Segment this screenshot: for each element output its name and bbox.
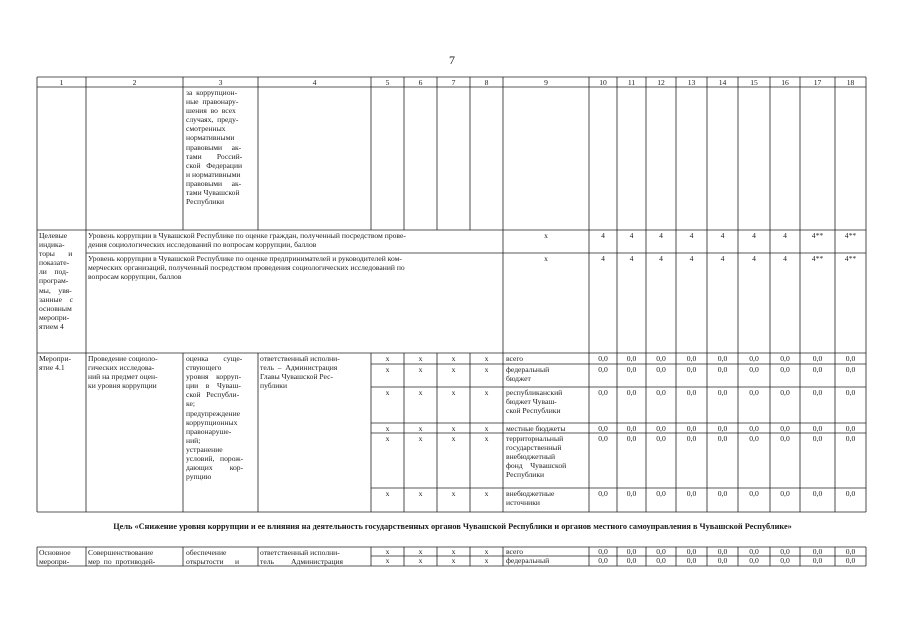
main-measure-executor: ответственный исполни- тель Администрация — [260, 548, 343, 567]
indicator-value: 4 — [783, 254, 787, 263]
indicator-value: 4** — [844, 254, 857, 263]
funding-value: 0,0 — [717, 365, 728, 374]
funding-value: 0,0 — [656, 354, 666, 363]
funding-value: 0,0 — [686, 365, 697, 374]
funding-value: 0,0 — [656, 556, 666, 565]
funding-value: 0,0 — [598, 388, 608, 397]
indicator-value: 4 — [689, 231, 694, 240]
funding-value: 0,0 — [749, 434, 759, 443]
indicator-col9: x — [544, 231, 548, 240]
measure-number: Меропри- ятие 4.1 — [39, 354, 72, 373]
indicator-value: 4** — [811, 231, 824, 240]
funding-value: 0,0 — [626, 424, 637, 433]
funding-source: всего — [506, 354, 524, 363]
budget-code: x — [418, 489, 423, 498]
funding-value: 0,0 — [812, 489, 823, 498]
funding-value: 0,0 — [686, 489, 697, 498]
header-cell: 4 — [312, 78, 317, 87]
funding-value: 0,0 — [780, 424, 790, 433]
budget-code: x — [418, 556, 423, 565]
funding-value: 0,0 — [845, 489, 856, 498]
header-cell: 11 — [627, 78, 636, 87]
header-cell: 3 — [218, 78, 223, 87]
funding-value: 0,0 — [686, 434, 697, 443]
funding-value: 0,0 — [598, 354, 608, 363]
budget-code: x — [484, 388, 489, 397]
funding-value: 0,0 — [656, 547, 666, 556]
funding-value: 0,0 — [845, 434, 856, 443]
budget-code: x — [418, 354, 423, 363]
funding-value: 0,0 — [780, 434, 790, 443]
funding-value: 0,0 — [749, 424, 759, 433]
budget-code: x — [451, 489, 456, 498]
main-measure-name: Совершенствование мер по противодей- — [88, 548, 156, 567]
budget-code: x — [484, 547, 489, 556]
header-cell: 17 — [813, 78, 822, 87]
funding-value: 0,0 — [626, 365, 637, 374]
funding-value: 0,0 — [686, 547, 697, 556]
header-cell: 16 — [781, 78, 789, 87]
header-cell: 8 — [484, 78, 489, 87]
header-cell: 2 — [132, 78, 137, 87]
funding-value: 0,0 — [845, 388, 856, 397]
indicator-value: 4 — [752, 231, 756, 240]
budget-code: x — [484, 354, 489, 363]
funding-value: 0,0 — [626, 434, 637, 443]
funding-value: 0,0 — [626, 388, 637, 397]
budget-code: x — [484, 556, 489, 565]
funding-value: 0,0 — [686, 424, 697, 433]
budget-code: x — [451, 365, 456, 374]
funding-value: 0,0 — [780, 354, 790, 363]
funding-source: всего — [506, 547, 524, 556]
funding-value: 0,0 — [812, 365, 823, 374]
funding-value: 0,0 — [598, 424, 608, 433]
budget-code: x — [484, 424, 489, 433]
header-cell: 10 — [599, 78, 607, 87]
budget-code: x — [385, 434, 390, 443]
budget-code: x — [385, 354, 390, 363]
budget-code: x — [385, 388, 390, 397]
budget-code: x — [451, 547, 456, 556]
funding-value: 0,0 — [749, 556, 759, 565]
funding-source: местные бюджеты — [506, 424, 566, 433]
header-cell: 12 — [657, 78, 665, 87]
budget-code: x — [451, 354, 456, 363]
budget-code: x — [484, 365, 489, 374]
funding-value: 0,0 — [845, 354, 856, 363]
indicator-value: 4 — [629, 254, 634, 263]
header-cell: 13 — [687, 78, 696, 87]
funding-value: 0,0 — [717, 547, 728, 556]
funding-value: 0,0 — [598, 556, 608, 565]
funding-value: 0,0 — [749, 547, 759, 556]
page-number: 7 — [449, 53, 455, 67]
funding-value: 0,0 — [812, 354, 823, 363]
funding-value: 0,0 — [656, 388, 666, 397]
header-cell: 6 — [418, 78, 423, 87]
funding-source: территориальный государственный внебюджетный фонд Чувашской Республики — [506, 434, 567, 480]
main-measure-number: Основное меропри- — [39, 548, 71, 567]
funding-source: внебюджетные источники — [506, 489, 555, 508]
funding-value: 0,0 — [686, 556, 697, 565]
funding-value: 0,0 — [656, 365, 666, 374]
budget-code: x — [385, 489, 390, 498]
indicators-label: Целевые индика- торы и показате- ли под- програм- мы, увя- занные с основным меропри- ятием 4 — [39, 231, 73, 331]
funding-source: федеральный бюджет — [506, 365, 550, 384]
measure-result: оценка суще- ствующего уровня корруп- ции в Чуваш- ской Республи- ке; предупреждение коррупционных правонаруше- ний; устранение условий, порож- дающих кор- рупцию — [186, 354, 244, 482]
indicator-value: 4 — [720, 254, 725, 263]
header-cell: 9 — [544, 78, 548, 87]
funding-value: 0,0 — [626, 489, 637, 498]
budget-code: x — [418, 434, 423, 443]
budget-code: x — [385, 547, 390, 556]
funding-value: 0,0 — [845, 556, 856, 565]
funding-value: 0,0 — [686, 354, 697, 363]
funding-value: 0,0 — [780, 556, 790, 565]
measure-name: Проведение социоло- гических исследова- ний на предмет оцен- ки уровня коррупции — [88, 354, 158, 391]
budget-code: x — [418, 388, 423, 397]
funding-value: 0,0 — [812, 556, 823, 565]
funding-value: 0,0 — [598, 489, 608, 498]
funding-value: 0,0 — [626, 547, 637, 556]
funding-value: 0,0 — [749, 388, 759, 397]
funding-value: 0,0 — [598, 547, 608, 556]
funding-value: 0,0 — [845, 365, 856, 374]
budget-code: x — [484, 489, 489, 498]
funding-value: 0,0 — [717, 556, 728, 565]
funding-value: 0,0 — [626, 556, 637, 565]
indicator-col9: x — [544, 254, 548, 263]
funding-value: 0,0 — [626, 354, 637, 363]
indicator-value: 4** — [844, 231, 857, 240]
funding-value: 0,0 — [686, 388, 697, 397]
header-cell: 14 — [718, 78, 727, 87]
funding-value: 0,0 — [717, 354, 728, 363]
funding-value: 0,0 — [845, 547, 856, 556]
indicator-value: 4 — [783, 231, 787, 240]
funding-source: федеральный — [506, 556, 550, 565]
indicator-text: Уровень коррупции в Чувашской Республике по оценке граждан, полученный посредством прове- дения социологических исследований по вопросам коррупции, баллов — [88, 231, 406, 250]
indicator-value: 4 — [601, 231, 605, 240]
funding-value: 0,0 — [812, 388, 823, 397]
goal-heading: Цель «Снижение уровня коррупции и ее влияния на деятельность государственных органов Чувашской Республики и органов местного самоуправления в Чувашской Республике» — [113, 522, 792, 531]
indicator-value: 4 — [659, 254, 663, 263]
funding-value: 0,0 — [780, 489, 790, 498]
funding-value: 0,0 — [656, 489, 666, 498]
header-cell: 7 — [451, 78, 456, 87]
indicator-value: 4 — [601, 254, 605, 263]
funding-value: 0,0 — [598, 434, 608, 443]
indicator-value: 4 — [659, 231, 663, 240]
funding-value: 0,0 — [717, 489, 728, 498]
funding-value: 0,0 — [812, 424, 823, 433]
measure-executor: ответственный исполни- тель – Администрация Главы Чувашской Рес- публики — [260, 354, 340, 391]
funding-value: 0,0 — [812, 547, 823, 556]
budget-code: x — [385, 556, 390, 565]
budget-code: x — [385, 365, 390, 374]
indicator-value: 4 — [752, 254, 756, 263]
funding-value: 0,0 — [780, 547, 790, 556]
indicator-value: 4 — [689, 254, 694, 263]
budget-code: x — [451, 434, 456, 443]
continuation-text: за коррупцион- ные правонару- шения во всех случаях, преду- смотренных нормативными правовыми ак- тами Россий- ской Федерации и нормативными правовыми ак- тами Чувашской Республики — [186, 88, 243, 207]
header-cell: 18 — [846, 78, 855, 87]
funding-source: республиканский бюджет Чуваш- ской Республики — [506, 388, 563, 416]
budget-code: x — [451, 556, 456, 565]
budget-code: x — [418, 365, 423, 374]
funding-value: 0,0 — [656, 424, 666, 433]
funding-value: 0,0 — [845, 424, 856, 433]
funding-value: 0,0 — [812, 434, 823, 443]
funding-value: 0,0 — [717, 424, 728, 433]
indicator-text: Уровень коррупции в Чувашской Республике по оценке предпринимателей и руководителей ком- мерческих организаций, полученный посредством проведения социологических исследований по вопросам коррупции, баллов — [88, 254, 405, 282]
indicator-value: 4 — [629, 231, 634, 240]
header-cell: 1 — [59, 78, 64, 87]
header-cell: 5 — [385, 78, 390, 87]
main-measure-result: обеспечение открытости и — [186, 548, 240, 567]
budget-code: x — [451, 388, 456, 397]
funding-value: 0,0 — [749, 365, 759, 374]
indicator-value: 4** — [811, 254, 824, 263]
budget-code: x — [451, 424, 456, 433]
funding-value: 0,0 — [780, 365, 790, 374]
budget-code: x — [418, 424, 423, 433]
indicator-value: 4 — [720, 231, 725, 240]
funding-value: 0,0 — [749, 354, 759, 363]
funding-value: 0,0 — [749, 489, 759, 498]
header-cell: 15 — [750, 78, 758, 87]
budget-code: x — [385, 424, 390, 433]
funding-value: 0,0 — [598, 365, 608, 374]
funding-value: 0,0 — [780, 388, 790, 397]
budget-code: x — [418, 547, 423, 556]
funding-value: 0,0 — [717, 434, 728, 443]
funding-value: 0,0 — [656, 434, 666, 443]
budget-code: x — [484, 434, 489, 443]
funding-value: 0,0 — [717, 388, 728, 397]
